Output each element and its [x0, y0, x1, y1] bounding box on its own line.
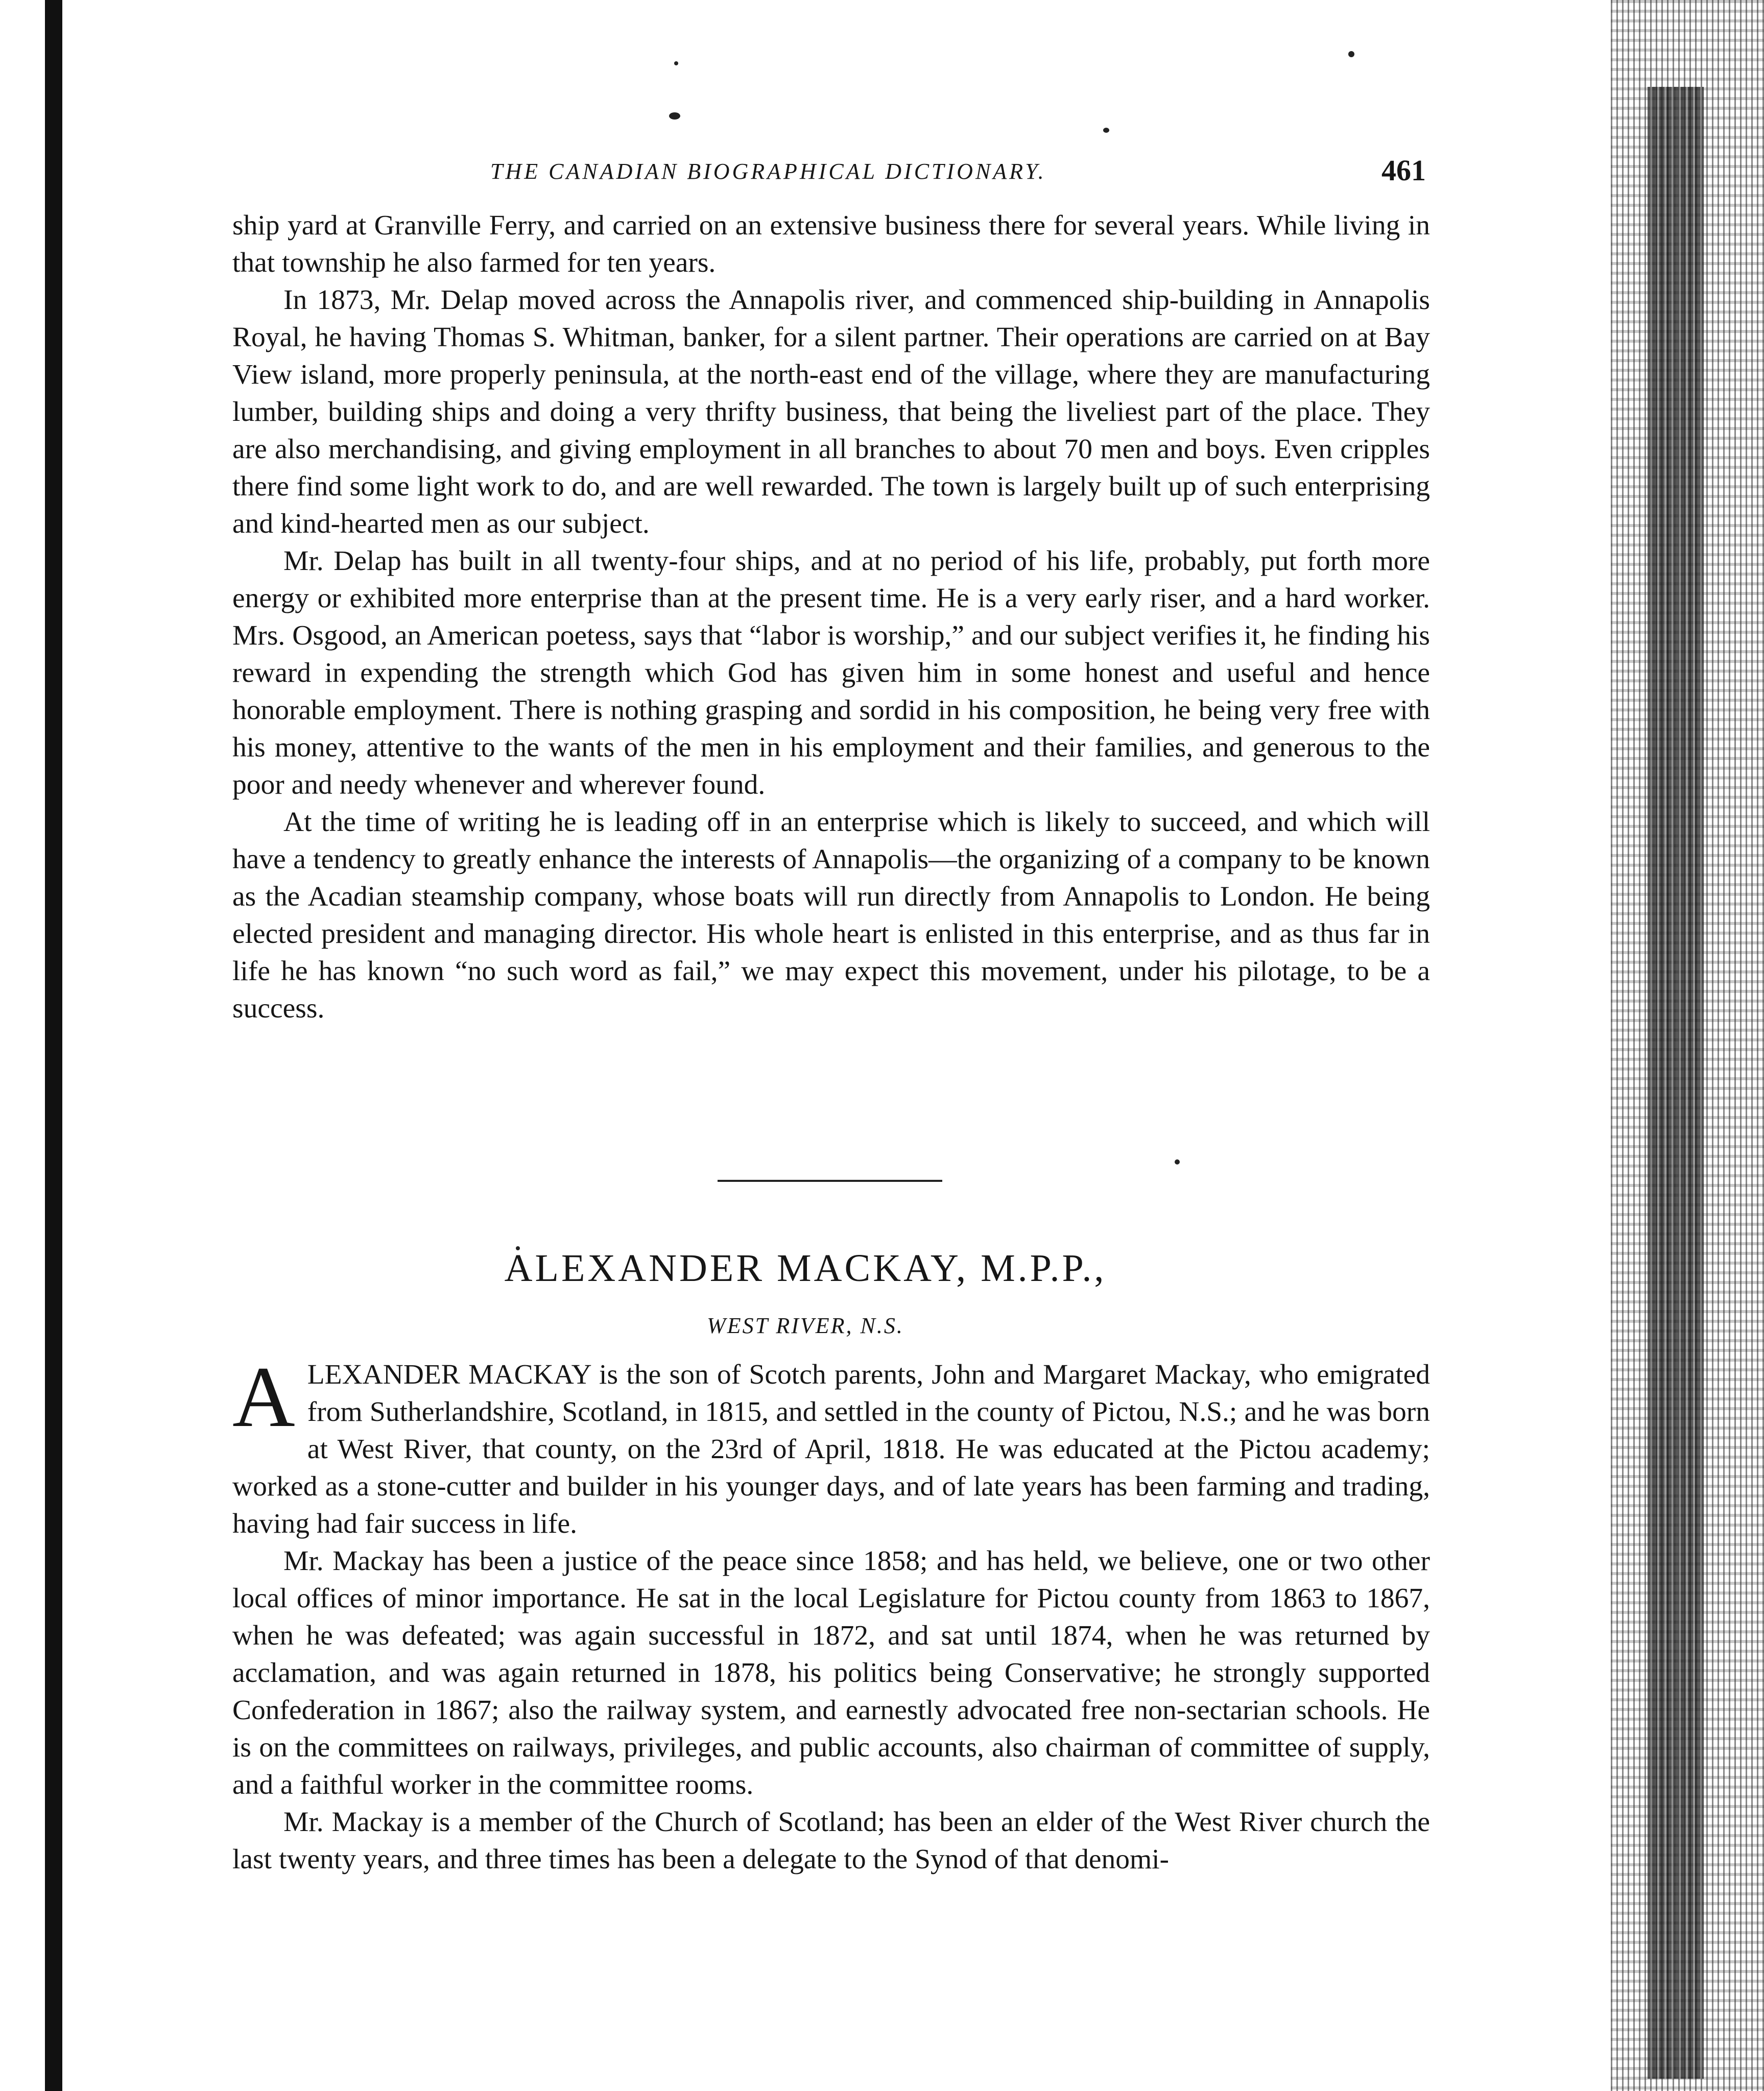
scan-speck [1175, 1159, 1180, 1165]
scan-page-edge-shadow [1648, 87, 1704, 2079]
scan-speck [1348, 51, 1354, 57]
scan-speck [669, 112, 680, 120]
paragraph: ship yard at Granville Ferry, and carried on an extensive business there for several years. While living in that township he also farmed for ten years. [232, 210, 1430, 278]
entry-heading: ALEXANDER MACKAY, M.P.P., [504, 1247, 1107, 1290]
first-paragraph-text: LEXANDER MACKAY is the son of Scotch parents, John and Margaret Mackay, who emigrated from Sutherlandshire, Scotland, in 1815, and settled in the county of Pictou, N.S.; and he was born at West River, that county, on the 23rd of April, 1818. He was educated at the Pictou academy; worked as a stone-cutter and builder in his younger days, and of late years has been farming and trading, having had fair success in life. [232, 1359, 1430, 1539]
upper-text-block [232, 207, 1430, 1027]
entry-location: WEST RIVER, N.S. [707, 1313, 904, 1338]
paragraph: Mr. Mackay is a member of the Church of Scotland; has been an elder of the West River church the last twenty years, and three times has been a delegate to the Synod of that denomi- [232, 1807, 1430, 1875]
scan-binding-edge [45, 0, 62, 2091]
drop-cap: A [232, 1349, 295, 1445]
paragraph: In 1873, Mr. Delap moved across the Annapolis river, and commenced ship-building in Annapolis Royal, he having Thomas S. Whitman, banker, for a silent partner. Their operations are carried on at Bay View island, more properly peninsula, at the north-east end of the village, where they are manufacturing lumber, building ships and doing a very thrifty business, that being the liveliest part of the place. They are also merchandising, and giving employment in all branches to about 70 men and boys. Even cripples there find some light work to do, and are well rewarded. The town is largely built up of such enterprising and kind-hearted men as our subject. [232, 284, 1430, 539]
paragraph: At the time of writing he is leading off in an enterprise which is likely to succeed, and which will have a tendency to greatly enhance the interests of Annapolis—the organizing of a company to be known as the Acadian steamship company, whose boats will run directly from Annapolis to London. He being elected president and managing director. His whole heart is enlisted in this enterprise, and as thus far in life he has known “no such word as fail,” we may expect this movement, under his pilotage, to be a success. [232, 806, 1430, 1024]
section-divider [718, 1180, 942, 1182]
paragraph: Mr. Mackay has been a justice of the peace since 1858; and has held, we believe, one or two other local offices of minor importance. He sat in the local Legislature for Pictou county from 1863 to 1867, when he was defeated; was again successful in 1872, and sat until 1874, when he was returned by acclamation, and was again returned in 1878, his politics being Conservative; he strongly supported Confederation in 1867; also the railway system, and earnestly advocated free non-sectarian schools. He is on the committees on railways, privileges, and public accounts, also chairman of committee of supply, and a faithful worker in the committee rooms. [232, 1546, 1430, 1800]
paragraph: Mr. Delap has built in all twenty-four ships, and at no period of his life, probably, put forth more energy or exhibited more enterprise than at the present time. He is a very early riser, and a hard worker. Mrs. Osgood, an American poetess, says that “labor is worship,” and our subject verifies it, he finding his reward in expending the strength which God has given him in some honest and useful and hence honorable employment. There is nothing grasping and sordid in his composition, he being very free with his money, attentive to the wants of the men in his employment and their families, and generous to the poor and needy whenever and wherever found. [232, 545, 1430, 800]
scan-speck [674, 61, 678, 65]
scan-speck [1103, 128, 1109, 133]
running-head: THE CANADIAN BIOGRAPHICAL DICTIONARY. [490, 159, 1046, 184]
entry-text-block [232, 1349, 1430, 1878]
first-paragraph [232, 1349, 1430, 1542]
page-number: 461 [1381, 154, 1426, 187]
